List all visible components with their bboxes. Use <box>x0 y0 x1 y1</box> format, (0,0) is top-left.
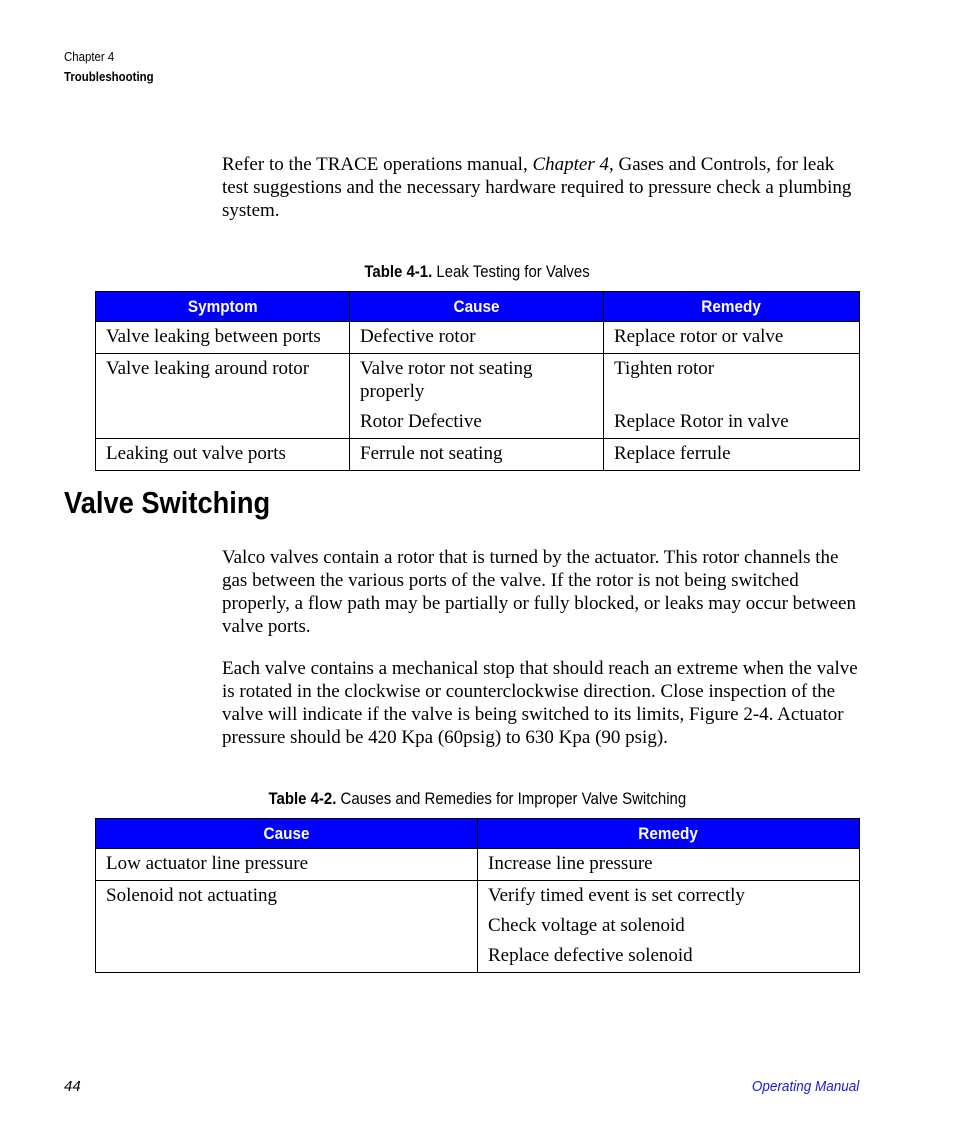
cause-cell: Low actuator line pressure <box>96 849 478 881</box>
remedy-cell: Verify timed event is set correctly Check voltage at solenoid Replace defective solenoid <box>478 881 860 973</box>
page-number: 44 <box>64 1078 81 1095</box>
table2-caption <box>95 788 859 810</box>
cause-cell: Defective rotor <box>350 322 604 354</box>
remedy-cell: Increase line pressure <box>478 849 860 881</box>
body-paragraph: Valco valves contain a rotor that is turned by the actuator. This rotor channels the gas between the various ports of the valve. If the rotor is not being switched properly, a flow path may be partially or fully blocked, or leaks may occur between valve ports. <box>222 547 856 637</box>
table-header-row <box>96 292 860 322</box>
symptom-cell: Valve leaking around rotor <box>96 354 350 439</box>
column-header: Remedy <box>604 292 860 322</box>
remedy-cell: Replace rotor or valve <box>604 322 860 354</box>
intro-text-end: , Gases and Controls, for leak test suggestions and the necessary hardware required to pressure check a plumbing system. <box>222 154 852 221</box>
cause-cell: Ferrule not seating <box>350 439 604 471</box>
section-label: Troubleshooting <box>64 69 154 84</box>
leak-testing-table <box>95 291 860 471</box>
intro-chapter-ref: Chapter 4 <box>532 154 609 175</box>
chapter-label: Chapter 4 <box>64 49 115 64</box>
cause-cell: Valve rotor not seating properly Rotor Defective <box>350 354 604 439</box>
column-header: Symptom <box>96 292 350 322</box>
table1-caption <box>95 261 859 283</box>
remedy-cell: Replace ferrule <box>604 439 860 471</box>
section-heading: Valve Switching <box>64 485 271 520</box>
column-header: Remedy <box>478 819 860 849</box>
column-header: Cause <box>96 819 478 849</box>
table2-caption-label: Table 4-2. <box>268 789 337 808</box>
column-header: Cause <box>350 292 604 322</box>
table-row <box>96 322 860 354</box>
intro-text-start: Refer to the TRACE operations manual, <box>222 154 533 175</box>
table2-caption-text: Causes and Remedies for Improper Valve Switching <box>336 789 686 808</box>
table-row <box>96 849 860 881</box>
cause-cell: Solenoid not actuating <box>96 881 478 973</box>
symptom-cell: Valve leaking between ports <box>96 322 350 354</box>
table-row <box>96 439 860 471</box>
remedy-cell: Tighten rotor Replace Rotor in valve <box>604 354 860 439</box>
intro-paragraph <box>222 153 862 222</box>
body-paragraph: Each valve contains a mechanical stop that should reach an extreme when the valve is rotated in the clockwise or counterclockwise direction. Close inspection of the valve will indicate if the valve is being switched to its limits, Figure 2-4. Actuator pressure should be 420 Kpa (60psig) to 630 Kpa (90 psig). <box>222 658 858 748</box>
symptom-cell: Leaking out valve ports <box>96 439 350 471</box>
footer-title: Operating Manual <box>751 1078 859 1095</box>
table-row <box>96 354 860 439</box>
table-row <box>96 881 860 973</box>
table1-caption-text: Leak Testing for Valves <box>432 262 590 281</box>
running-header <box>64 47 154 87</box>
table1-caption-label: Table 4-1. <box>364 262 433 281</box>
table-header-row <box>96 819 860 849</box>
valve-switching-table <box>95 818 860 973</box>
